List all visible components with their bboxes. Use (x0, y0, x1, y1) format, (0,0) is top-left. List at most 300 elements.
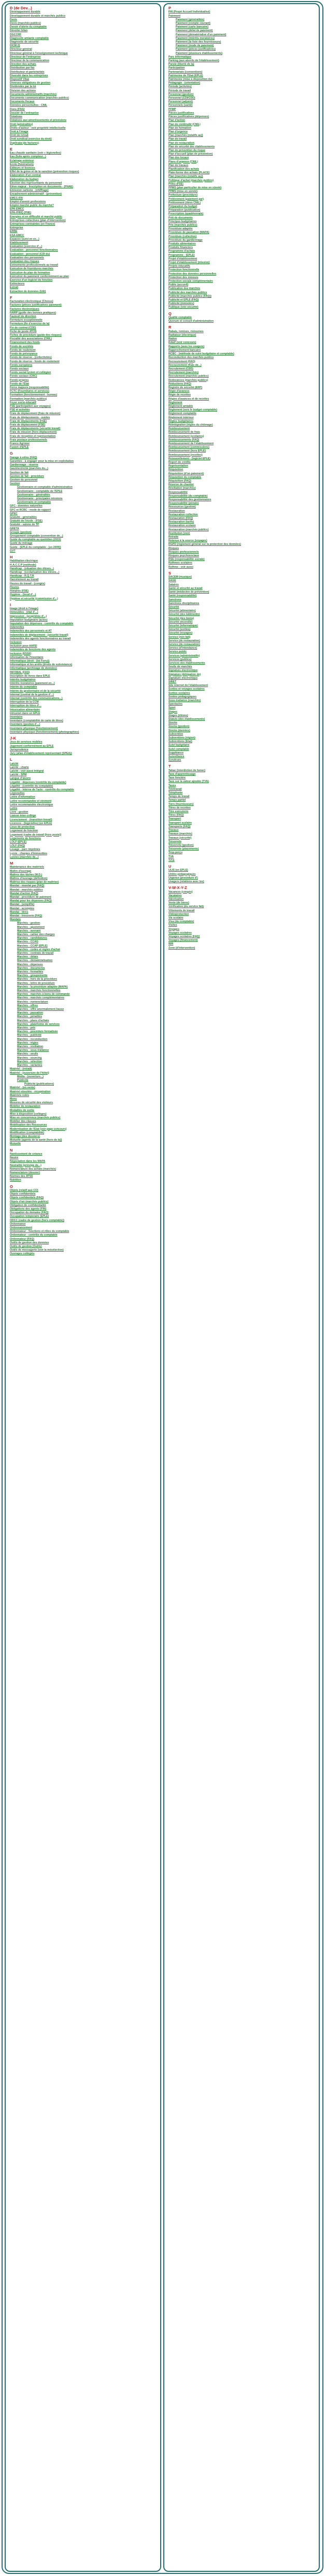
glossary-link[interactable]: Marchés - variantes (17, 1064, 42, 1067)
glossary-link[interactable]: Maintenance des matériels (10, 866, 45, 869)
glossary-link[interactable]: Encadrement administratif - (prévention) (10, 193, 62, 196)
glossary-link[interactable]: Marchés - dépenses (17, 963, 43, 966)
glossary-link[interactable]: Recrutement (CDD) (168, 367, 193, 371)
glossary-link[interactable]: Sorties pédagogiques (168, 695, 197, 698)
glossary-link[interactable]: Visites (168, 924, 177, 927)
glossary-link[interactable]: Planification des achats (168, 167, 200, 171)
glossary-link[interactable]: Montage (des dossiers) (10, 1134, 40, 1138)
glossary-link[interactable]: Matériel - (retrait) (10, 1067, 32, 1071)
glossary-link[interactable]: Gestion du personnel (10, 478, 38, 482)
glossary-link[interactable]: Plan de travaux (168, 163, 189, 167)
glossary-link[interactable]: TVA (168, 855, 174, 858)
glossary-link[interactable]: Internat (contrôle des communications...) (10, 696, 63, 700)
glossary-link[interactable]: Stocks (gestion) (168, 725, 190, 729)
glossary-link[interactable]: Protection sociale complémentaire (168, 280, 213, 283)
glossary-link[interactable]: Foyer socio-éducatif (10, 401, 36, 404)
glossary-link[interactable]: Ressources (gestion) (168, 505, 196, 509)
glossary-link[interactable]: Emploi marché public du marché? (10, 203, 54, 207)
glossary-link[interactable]: Règles budgétaires (168, 419, 193, 423)
glossary-link[interactable]: Objets confidentiels (10, 1193, 36, 1196)
glossary-link[interactable]: Sanctions (168, 598, 181, 601)
glossary-link[interactable]: Légalité - (contrôle du comptable) (10, 784, 53, 788)
glossary-link[interactable]: France Agrimer (10, 442, 30, 445)
glossary-link[interactable]: Marchés - candidatures (17, 937, 47, 940)
glossary-link[interactable]: Sécurité (des biens) (168, 616, 194, 620)
glossary-link[interactable]: Transport (168, 817, 181, 821)
glossary-link[interactable]: Prix (marchés publics) (168, 223, 197, 227)
glossary-link[interactable]: Matériel - (en vente) (10, 1086, 35, 1090)
glossary-link[interactable]: Préfecture (procédure) (168, 194, 197, 197)
glossary-link[interactable]: Jeux de services mobiles (10, 741, 42, 744)
glossary-link[interactable]: Valorisation (168, 897, 184, 901)
glossary-link[interactable]: Fauteuil de direction (10, 315, 36, 319)
glossary-link[interactable]: Fonds sociaux (10, 367, 29, 371)
glossary-link[interactable]: Personnel (adjoint) (168, 100, 193, 104)
glossary-link[interactable]: Extrait (10, 286, 19, 290)
glossary-link[interactable]: Marchés - documents (17, 966, 45, 970)
glossary-link[interactable]: Obligation de confidentialité (10, 1203, 46, 1207)
glossary-link[interactable]: Développement durable et marchés publics (10, 14, 66, 18)
glossary-link[interactable]: Patrimoine de l'État (EPLE) (168, 74, 203, 77)
glossary-link[interactable]: Formation (marchés publics) (10, 397, 47, 401)
glossary-link[interactable]: Restauration (marchés publics) (168, 528, 209, 531)
glossary-link[interactable]: Plan (marchés (relatifs au)) (168, 134, 203, 138)
glossary-link[interactable]: Gestionnaire - généralités (17, 493, 50, 497)
glossary-link[interactable]: Remboursement (scolaires) (168, 434, 204, 438)
glossary-link[interactable]: Sanctions disciplinaires (168, 601, 200, 605)
glossary-link[interactable]: Service public (168, 650, 187, 654)
glossary-link[interactable]: Outils de messagerie (voir la mésélection) (10, 1249, 64, 1252)
glossary-link[interactable]: Marchés - dématérialisation (17, 959, 53, 963)
glossary-link[interactable]: Dévoiler bilan (10, 29, 28, 33)
glossary-link[interactable]: Diversité dans les entreprises (10, 74, 48, 77)
glossary-link[interactable]: PPMS (plan particulier de mise en sûreté) (168, 186, 222, 189)
glossary-link[interactable]: Rapports (avec les usagers) (168, 345, 205, 348)
glossary-link[interactable]: Interruption de la CCM (10, 701, 39, 704)
glossary-link[interactable]: Évaluation (exercice d'...) (10, 245, 42, 249)
glossary-link[interactable]: Visa (du comptable) (168, 920, 194, 924)
glossary-link[interactable]: Internat (contrat de la gestion d'...) (10, 693, 54, 696)
glossary-link[interactable]: Ordonnateur - fonctions et rôles du comptable (10, 1230, 69, 1234)
glossary-link[interactable]: Gestionnaire et comptable d'administration (17, 486, 73, 489)
glossary-link[interactable]: Objets d'art (marchés publics) (10, 1200, 49, 1203)
glossary-link[interactable]: Marchés - la procédure adaptée (MAPA) (17, 985, 68, 989)
glossary-link[interactable]: Maître d'ouvrage (10, 869, 32, 873)
glossary-link[interactable]: Intérêts budgétaires (10, 678, 36, 681)
glossary-link[interactable]: Guide - (EPLE du comptable - (en 2009)) (10, 545, 61, 549)
glossary-link[interactable]: Intérim du gestionnaire et de la sécurité (10, 689, 61, 693)
glossary-link[interactable]: Gestionnaire - principales missions (17, 497, 63, 501)
glossary-link[interactable]: Subvention (168, 732, 183, 736)
glossary-link[interactable]: Zone (d'intervention) (168, 946, 195, 950)
glossary-link[interactable]: Réquisition (FAQ) (168, 479, 191, 483)
glossary-link[interactable]: SIRET (168, 680, 177, 683)
glossary-link[interactable]: Élaboration d'un contrat (10, 174, 41, 177)
glossary-link[interactable]: Factures (pièces justificatives paiement) (10, 304, 62, 307)
glossary-link[interactable]: Paiement (délai de paiement) (176, 29, 213, 33)
glossary-link[interactable]: Droits d'auteur : voir propriété intellectuelle (10, 126, 66, 130)
glossary-link[interactable]: Marchés - hors de la procédure (17, 978, 57, 981)
glossary-link[interactable]: Indemnités des personnels et AT (10, 629, 52, 633)
glossary-link[interactable]: Fonds de réserve - (collectivités) (10, 356, 52, 360)
glossary-link[interactable]: Trésorerie (168, 840, 182, 843)
glossary-link[interactable]: Handicap - R.Q.T.H (10, 574, 34, 578)
glossary-link[interactable]: Élaboration du budget (10, 177, 39, 181)
glossary-link[interactable]: Garage à vélos (FAQ) (10, 456, 37, 459)
glossary-link[interactable]: Facturation électronique (Chorus) (10, 300, 53, 304)
glossary-link[interactable]: Laïcité - charte (10, 765, 29, 769)
glossary-link[interactable]: Mandat d'action (FAQ) (10, 892, 38, 895)
glossary-link[interactable]: Marchés - marchés complémentaires (17, 996, 65, 1000)
glossary-link[interactable]: Pôles (FSE) (168, 182, 183, 186)
glossary-link[interactable]: Impression - (propriétés d'...) (10, 614, 47, 618)
glossary-link[interactable]: Matériel obsolète - récupération (10, 1090, 51, 1093)
glossary-link[interactable]: Paiement (carte bancaire) (176, 25, 209, 29)
glossary-link[interactable]: Évaluation des risques (10, 260, 39, 264)
glossary-link[interactable]: Fin de contrat (CDD) (10, 326, 36, 330)
glossary-link[interactable]: EPA-IFRIQ (FNE) (10, 211, 32, 215)
glossary-link[interactable]: Jurisprudence (10, 748, 29, 751)
glossary-link[interactable]: Hygiène et sécurité (commission d'...) (10, 597, 58, 600)
glossary-link[interactable]: EPA-EMCC (10, 208, 24, 211)
glossary-link[interactable]: Maîtres des tâches (M.D.) (10, 873, 42, 876)
glossary-link[interactable]: Lettre (10, 807, 18, 811)
glossary-link[interactable]: Remboursements (FAQ) (168, 438, 200, 442)
glossary-link[interactable]: Louage - parc imprimés (10, 848, 40, 852)
glossary-link[interactable]: Dotations (10, 115, 22, 119)
glossary-link[interactable]: Mandat pour les dépenses (FAQ) (10, 899, 52, 903)
glossary-link[interactable]: Inventaire (gestion d'...) (10, 723, 40, 727)
glossary-link[interactable]: Effet de la grève et de la sanction (prévention risques) (10, 170, 79, 174)
glossary-link[interactable]: GFC - données naturelles (10, 504, 42, 508)
glossary-link[interactable]: Entreprise (10, 226, 23, 230)
glossary-link[interactable]: Duplicata (de factures) (10, 141, 39, 145)
glossary-link[interactable]: Mobilier des classes (10, 1120, 36, 1123)
glossary-link[interactable]: Direction des achats (10, 63, 36, 66)
glossary-link[interactable]: Restauration (tarifs) (168, 520, 194, 524)
glossary-link[interactable]: Mobilier de restauration (10, 1105, 40, 1108)
glossary-link[interactable]: Sport (168, 706, 176, 710)
glossary-link[interactable]: Rythmes scolaires (168, 561, 192, 565)
glossary-link[interactable]: Indemnités (10, 626, 24, 629)
glossary-link[interactable]: PFMP (168, 107, 176, 111)
glossary-link[interactable]: Éditeurs et licences (10, 166, 35, 170)
glossary-link[interactable]: Publicité (17, 1078, 29, 1082)
glossary-link[interactable]: Fonds sociaux (CRC) (10, 375, 37, 378)
glossary-link[interactable]: Fonds de prévoyance (10, 352, 38, 356)
glossary-link[interactable]: Force majeure (responsabilité) (10, 386, 49, 389)
glossary-link[interactable]: Objets (relatif aux CO) (10, 1189, 38, 1192)
glossary-link[interactable]: RAEP (voir concours) (168, 341, 196, 345)
glossary-link[interactable]: Salaires (168, 583, 179, 586)
glossary-link[interactable]: Lycée - charges d'immeubles (10, 852, 47, 855)
glossary-link[interactable]: Nantissement de créance (10, 1152, 42, 1156)
glossary-link[interactable]: Retraite (168, 536, 179, 539)
glossary-link[interactable]: Signature (délégation de) (168, 673, 201, 676)
glossary-link[interactable]: Sorties et voyages scolaires (168, 688, 205, 691)
glossary-link[interactable]: Événements professionnels au travail (10, 264, 59, 267)
glossary-link[interactable]: Harcèlement au travail (10, 578, 39, 582)
glossary-link[interactable]: Taxe sur la valeur ajoutée (TVA) (168, 780, 209, 784)
glossary-link[interactable]: Temps de travail (168, 795, 190, 799)
glossary-link[interactable]: Taxes (168, 784, 176, 787)
glossary-link[interactable]: Élève majeur - Inscription en documents - (FNAE) (10, 185, 73, 188)
glossary-link[interactable]: Marchés - seuils (17, 1052, 38, 1056)
glossary-link[interactable]: Marchés - formalités (17, 970, 44, 974)
glossary-link[interactable]: Distribution par fax (10, 66, 35, 70)
glossary-link[interactable]: Imputation des dépenses - contrôle du comptable (10, 622, 74, 625)
glossary-link[interactable]: Produits alimentaires (168, 242, 196, 245)
glossary-link[interactable]: Nomenclature (dossier) (10, 1171, 40, 1174)
glossary-link[interactable]: Marchés - régies (17, 1041, 38, 1045)
glossary-link[interactable]: Restauration (168, 509, 185, 513)
glossary-link[interactable]: Droit syndical (exercice du droit) (10, 138, 52, 141)
glossary-link[interactable]: Marchés - contrats de travail (17, 952, 54, 955)
glossary-link[interactable]: Frais de déplacement (FSE) (10, 423, 46, 427)
glossary-link[interactable]: RSE (responsabilité sociale) (168, 558, 205, 561)
glossary-link[interactable]: Langue d'œuvre (10, 777, 31, 780)
glossary-link[interactable]: Laïcité - voir aussi intégral (10, 770, 44, 773)
glossary-link[interactable]: PPMS (mise en sûreté) (168, 190, 197, 194)
glossary-link[interactable]: Indemnités des agents fonctionnaires au travail (10, 637, 71, 640)
glossary-link[interactable]: Plan de continuité (CNIL) (168, 122, 201, 126)
glossary-link[interactable]: Période de travail (168, 89, 191, 92)
glossary-link[interactable]: Projet d'établissement (168, 257, 197, 261)
glossary-link[interactable]: Guide du comptable au quotidien (2015) (10, 538, 61, 542)
glossary-link[interactable]: Frais de déplacement (frais de mission) (10, 412, 61, 416)
glossary-link[interactable]: Modification (comptabilité) (10, 1131, 44, 1134)
glossary-link[interactable]: Paiement (mode de paiement) (176, 44, 214, 48)
glossary-link[interactable]: Stages (168, 710, 178, 714)
glossary-link[interactable]: Marchés - prix (17, 1026, 36, 1030)
glossary-link[interactable]: Fermeture (fin d'exercice de la) (10, 322, 50, 326)
glossary-link[interactable]: Marchés - reconduction (17, 1037, 48, 1041)
glossary-link[interactable]: Gardiennage - réserve (10, 463, 38, 467)
glossary-link[interactable]: Plan d'action (168, 119, 186, 122)
glossary-link[interactable]: Parc informatique (168, 55, 192, 59)
glossary-link[interactable]: Procédure adaptée (168, 227, 193, 231)
glossary-link[interactable]: Titres de recettes (168, 806, 191, 810)
glossary-link[interactable]: Diverses obligations de gestion (10, 81, 51, 85)
glossary-link[interactable]: Protection fonctionnelle (168, 268, 200, 272)
glossary-link[interactable]: Préparation (publication) (168, 209, 201, 212)
glossary-link[interactable]: Droit à l'image (10, 130, 29, 133)
glossary-link[interactable]: Sécurité (sorties) (168, 628, 191, 632)
glossary-link[interactable]: Recrutement (marchés) (168, 371, 199, 375)
glossary-link[interactable]: Règlement intérieur (168, 416, 194, 419)
glossary-link[interactable]: Trésorerie (gestion) (168, 843, 194, 847)
glossary-link[interactable]: Neutre (10, 1156, 19, 1160)
glossary-link[interactable]: Publicité des marchés publics (168, 291, 207, 294)
glossary-link[interactable]: Éclairage extérieur (10, 159, 34, 162)
glossary-link[interactable]: Prescription (quadriennale) (168, 212, 204, 216)
glossary-link[interactable]: Remboursement de l'établissement (168, 442, 214, 445)
glossary-link[interactable]: Division des actions (10, 89, 36, 92)
glossary-link[interactable]: Prélèvement (titres CNIL) (168, 201, 201, 204)
glossary-link[interactable]: Services (administratifs) (168, 654, 200, 657)
glossary-link[interactable]: Marchés - délais (17, 955, 38, 959)
glossary-link[interactable]: Paiement (généralités) (176, 18, 205, 21)
glossary-link[interactable]: Mobilisation des Ressources (10, 1123, 47, 1127)
glossary-link[interactable]: Mise en concurrence (marchés publics) (10, 1116, 61, 1119)
glossary-link[interactable]: Publication des marchés (168, 287, 201, 291)
glossary-link[interactable]: Sécurité (voyages) (168, 632, 193, 635)
glossary-link[interactable]: Extincteurs (10, 282, 25, 286)
glossary-link[interactable]: Financement des fonds (10, 341, 40, 345)
glossary-link[interactable]: Fonds de sociétés (10, 345, 34, 348)
glossary-link[interactable]: Exécution du paiement conformément au plan (10, 275, 69, 278)
glossary-link[interactable]: Dispositif Vitae (10, 78, 30, 81)
glossary-link[interactable]: Spectacles (168, 703, 183, 706)
glossary-link[interactable]: GVT (10, 549, 16, 553)
glossary-link[interactable]: Exécution de fournitures marchés (10, 267, 53, 271)
glossary-link[interactable]: Interruption de titres d'... (10, 704, 41, 708)
glossary-link[interactable]: Santé (médecine de prévention) (168, 591, 209, 594)
glossary-link[interactable]: SACEM (musique) (168, 576, 192, 579)
glossary-link[interactable]: Fonds de réserve - fonds de roulement (10, 360, 60, 363)
glossary-link[interactable]: Usagers (relations avec les) (168, 880, 204, 883)
glossary-link[interactable]: Programme - (EPLE) (168, 253, 195, 257)
glossary-link[interactable]: Report de crédits (168, 460, 191, 464)
glossary-link[interactable]: Distributeur et partenariats (10, 70, 45, 74)
glossary-link[interactable]: Plan d'urgence (168, 130, 188, 133)
glossary-link[interactable]: Devis (marchés publics) (10, 22, 41, 25)
glossary-link[interactable]: Nutrition (10, 1179, 21, 1182)
glossary-link[interactable]: Patrimoine (mise à disposition de) (168, 78, 212, 81)
glossary-link[interactable]: Marchés - offres (17, 1004, 38, 1007)
glossary-link[interactable]: Restauration scolaire (168, 524, 196, 528)
glossary-link[interactable]: Public (accueil) (168, 283, 189, 287)
glossary-link[interactable]: Élection des représentants du personnel (10, 181, 62, 185)
glossary-link[interactable]: Inclusion (ESSE) (10, 652, 32, 655)
glossary-link[interactable]: GRETA (10, 527, 19, 530)
glossary-link[interactable]: Recouvrement (FAQ) (168, 360, 195, 363)
glossary-link[interactable]: Marchés - groupements (17, 974, 48, 978)
glossary-link[interactable]: Matériels volés (10, 1093, 30, 1097)
glossary-link[interactable]: Rythme - voir aussi (168, 565, 193, 569)
glossary-link[interactable]: Marchés - résiliation (17, 1045, 44, 1049)
glossary-link[interactable]: Marchés - CCAG (17, 940, 38, 944)
glossary-link[interactable]: PAI (Projet Accueil Individualisé) (168, 10, 210, 14)
glossary-link[interactable]: Horaires (FSE) (10, 590, 29, 593)
glossary-link[interactable]: Télétravail (168, 787, 182, 791)
glossary-link[interactable]: Objets confidentiels (FAQ) (10, 1196, 44, 1200)
glossary-link[interactable]: Marchés - offre anormalement basse (17, 1008, 64, 1011)
glossary-link[interactable]: Ordonnateur - contrôle du comptable (10, 1234, 58, 1237)
glossary-link[interactable]: Évaluation - personnel fonctionnaires (10, 249, 58, 252)
glossary-link[interactable]: Ordonnance (10, 1222, 26, 1226)
glossary-link[interactable]: ODCC (cadre de gestion (hors comptable)) (10, 1218, 64, 1222)
glossary-link[interactable]: Menu (10, 1097, 17, 1101)
glossary-link[interactable]: Inventaire (10, 716, 23, 719)
glossary-link[interactable]: H.A.C.C.P (méthode) (10, 563, 36, 567)
glossary-link[interactable]: Risques psychosociaux (168, 554, 200, 558)
glossary-link[interactable]: Tabac (interdiction de fumer) (168, 769, 206, 772)
glossary-link[interactable]: Remboursement (168, 427, 190, 431)
glossary-link[interactable]: Redevances (marchés publics) (168, 378, 208, 382)
glossary-link[interactable]: Régie de recettes (168, 393, 191, 397)
glossary-link[interactable]: Recrutement (marchés publics) (168, 375, 209, 378)
glossary-link[interactable]: LOLF (EPLE) (10, 840, 26, 844)
glossary-link[interactable]: Fonds propres (10, 378, 29, 382)
glossary-link[interactable]: Responsabilité des gestionnaires (168, 498, 211, 502)
glossary-link[interactable]: Média - (ouverture...) (17, 1075, 44, 1078)
glossary-link[interactable]: Rabais, remises, ristournes (168, 330, 204, 333)
glossary-link[interactable]: Laïcité (10, 762, 19, 765)
glossary-link[interactable]: Ordonnateur (FAQ) (10, 1237, 34, 1241)
glossary-link[interactable]: Vêtements de travail (168, 909, 195, 912)
glossary-link[interactable]: Lettre recommandée et virement (10, 799, 52, 803)
glossary-link[interactable]: Réquisition (d'un paiement) (168, 472, 204, 475)
glossary-link[interactable]: Droit (généralités) (10, 122, 33, 126)
glossary-link[interactable]: Transports (FAQ) (168, 825, 191, 828)
glossary-link[interactable]: Intrusion dans un EPLE (10, 711, 40, 715)
glossary-link[interactable]: Dotations aux amortissements et provisions (10, 119, 67, 122)
glossary-link[interactable]: Frais postaux professionnels (10, 438, 48, 442)
glossary-link[interactable]: FSE et activités (10, 408, 30, 412)
glossary-link[interactable]: Régies d'avances et de recettes (168, 397, 209, 401)
glossary-link[interactable]: Travaux (sécurité) (168, 836, 192, 840)
glossary-link[interactable]: Remboursement (recettes) (168, 453, 203, 457)
glossary-link[interactable]: Handicap - (scolarisation des élèves...) (10, 571, 60, 574)
glossary-link[interactable]: Heures de travail - (congés) (10, 582, 46, 585)
glossary-link[interactable]: Exécution du plan de formation (10, 271, 50, 275)
glossary-link[interactable]: Jugement conformément au EPLE (10, 744, 54, 748)
glossary-link[interactable]: Subventions (État) (168, 740, 192, 744)
glossary-link[interactable]: Frais de mission (hors déplacement) (10, 431, 57, 434)
glossary-link[interactable]: Fiches de procédure (guide des risques) (10, 334, 62, 337)
glossary-link[interactable]: Intoxication alimentaire (10, 708, 40, 711)
glossary-link[interactable]: Mandat - (simplifié) (10, 903, 35, 907)
glossary-link[interactable]: Registre de sécurité (ERP) (168, 386, 203, 389)
glossary-link[interactable]: Directeur de l'entreprise (10, 55, 41, 59)
glossary-link[interactable]: Modernisation de l'État (voir page concours) (10, 1127, 67, 1131)
glossary-link[interactable]: Fonds social lycéen et collégien (10, 371, 51, 375)
glossary-link[interactable]: Marchés - ajustement (17, 925, 45, 929)
glossary-link[interactable]: Sécurité (incendie) (168, 620, 193, 624)
glossary-link[interactable]: Formation (fonctionnement - bureau) (10, 393, 58, 397)
glossary-link[interactable]: Inventaire (comptabilité de carte de titres) (10, 719, 63, 723)
glossary-link[interactable]: Stocks (denrées) (168, 729, 190, 732)
glossary-link[interactable]: Intérêts moratoires (paiement en...) (10, 682, 55, 686)
glossary-link[interactable]: Voyages (financement) (168, 939, 198, 942)
glossary-link[interactable]: Mutuelle (agents de la santé (hors de la)) (10, 1139, 62, 1142)
glossary-link[interactable]: Plan de restauration (168, 141, 194, 145)
glossary-link[interactable]: Immeubles - (état d'...) (10, 611, 38, 614)
glossary-link[interactable]: Titres (FAQ) (168, 814, 184, 817)
glossary-link[interactable]: Mise à disposition (collèges) (10, 1112, 47, 1116)
glossary-link[interactable]: Mesures de sécurité des visiteurs (10, 1101, 53, 1105)
glossary-link[interactable]: Image (droit à l'image) (10, 607, 38, 611)
glossary-link[interactable]: Mandat - acomptes (10, 907, 34, 910)
glossary-link[interactable]: Programme d'achats (168, 250, 195, 253)
glossary-link[interactable]: FSE (participation aux voyages) (10, 404, 51, 408)
glossary-link[interactable]: Fermeture exceptionnelle (10, 319, 42, 322)
glossary-link[interactable]: Nomenclature des achats (marchés) (10, 1167, 56, 1171)
glossary-link[interactable]: Responsabilité (168, 490, 188, 494)
glossary-link[interactable]: Gratuité de l'école - (FSE) (10, 519, 42, 523)
glossary-link[interactable]: Projets éducatifs (168, 265, 190, 268)
glossary-link[interactable]: Plan de sécurité des établissements (168, 145, 215, 148)
glossary-link[interactable]: Prélèvement (paiement par) (168, 197, 204, 201)
glossary-link[interactable]: DGCCRF (10, 33, 22, 36)
glossary-link[interactable]: Service (de restauration) (168, 639, 200, 642)
glossary-link[interactable]: Fiscalité des associations (CNIL) (10, 337, 52, 341)
glossary-link[interactable]: Matériel - (ouverture de l'hôtel) (10, 1071, 49, 1075)
glossary-link[interactable]: Sécurité (alimentaire) (168, 609, 196, 613)
glossary-link[interactable]: Marchés - passation (17, 1011, 43, 1015)
glossary-link[interactable]: Qualité comptable (168, 316, 192, 320)
